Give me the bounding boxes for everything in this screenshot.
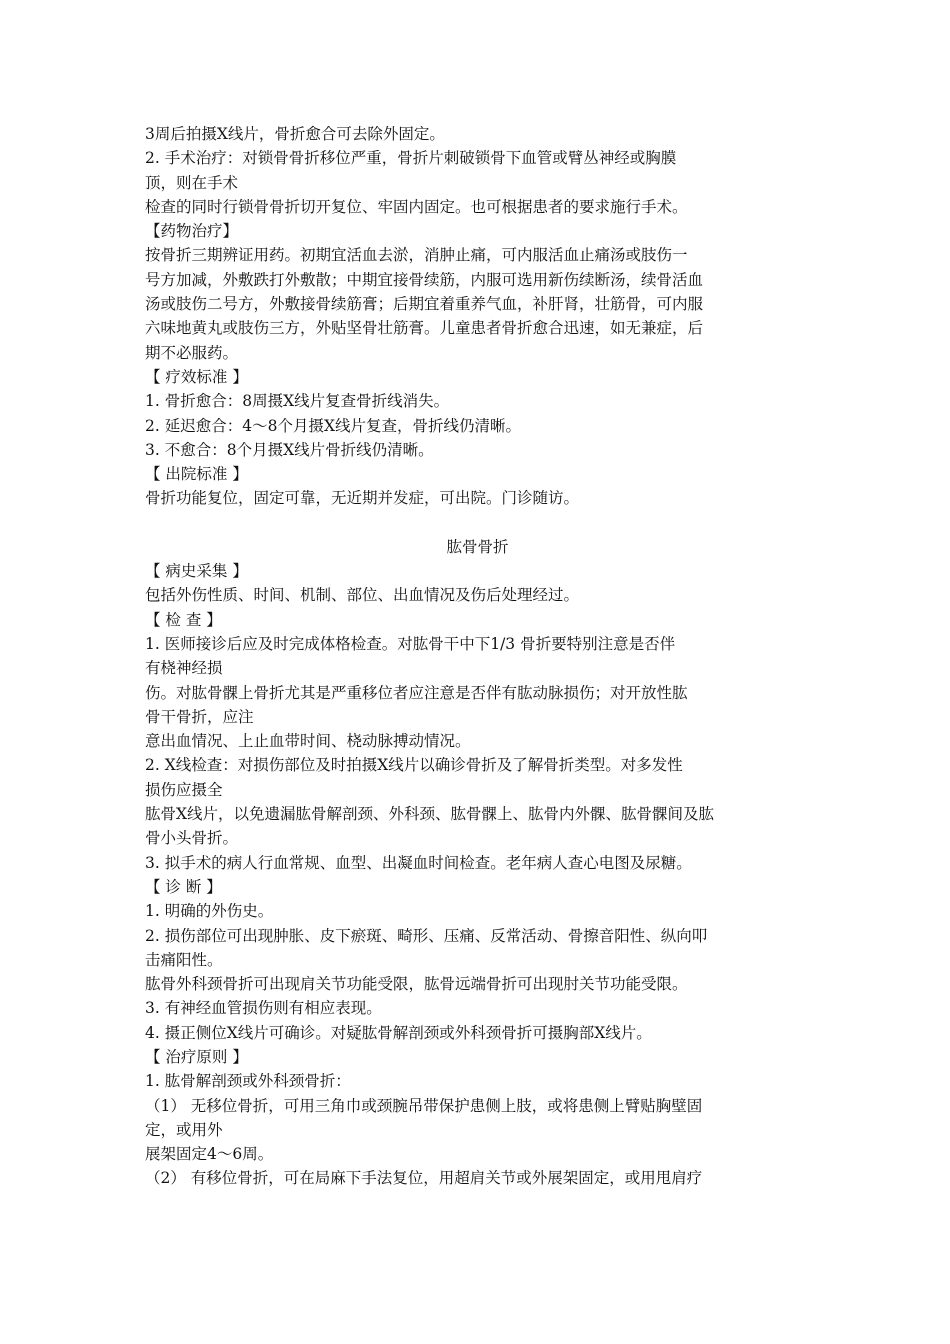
section-heading: 【药物治疗】 [145,222,239,241]
text-line: 骨折功能复位，固定可靠，无近期并发症，可出院。门诊随访。 [145,489,580,508]
page-title: 肱骨骨折 [446,537,509,556]
text-line: 2. X线检查：对损伤部位及时拍摄X线片以确诊骨折及了解骨折类型。对多发性 [145,756,683,775]
text-line: 汤或肢伤二号方，外敷接骨续筋膏；后期宜着重养气血，补肝肾，壮筋骨，可内服 [145,295,704,314]
text-line: 2. 延迟愈合：4～8个月摄X线片复查，骨折线仍清晰。 [145,416,521,435]
text-line: 顶，则在手术 [145,173,239,192]
text-line: （1） 无移位骨折，可用三角巾或颈腕吊带保护患侧上肢，或将患侧上臂贴胸壁固 [145,1096,703,1115]
section-heading: 【 疗效标准 】 [145,367,248,386]
text-line: 包括外伤性质、时间、机制、部位、出血情况及伤后处理经过。 [145,586,580,605]
text-line: 定，或用外 [145,1120,223,1139]
text-line: 意出血情况、上止血带时间、桡动脉搏动情况。 [145,732,471,751]
text-line: 1. 骨折愈合：8周摄X线片复查骨折线消失。 [145,392,450,411]
text-line: 肱骨外科颈骨折可出现肩关节功能受限，肱骨远端骨折可出现肘关节功能受限。 [145,975,688,994]
text-line: 检查的同时行锁骨骨折切开复位、牢固内固定。也可根据患者的要求施行手术。 [145,197,688,216]
text-line: 骨干骨折，应注 [145,707,254,726]
text-line: 损伤应摄全 [145,780,223,799]
section-heading: 【 诊 断 】 [145,877,222,896]
text-line: 3周后拍摄X线片，骨折愈合可去除外固定。 [145,125,445,143]
text-line: 3. 有神经血管损伤则有相应表现。 [145,999,382,1018]
text-line: （2） 有移位骨折，可在局麻下手法复位，用超肩关节或外展架固定，或用甩肩疗 [145,1169,703,1188]
section-heading: 【 治疗原则 】 [145,1047,248,1066]
text-line: 伤。对肱骨髁上骨折尤其是严重移位者应注意是否伴有肱动脉损伤；对开放性肱 [145,683,688,702]
text-line: 按骨折三期辨证用药。初期宜活血去淤，消肿止痛，可内服活血止痛汤或肢伤一 [145,246,688,265]
text-line: 击痛阳性。 [145,950,223,969]
section-clavicle-treatment [145,122,810,511]
text-line: 肱骨X线片，以免遗漏肱骨解剖颈、外科颈、肱骨髁上、肱骨内外髁、肱骨髁间及肱 [145,805,715,824]
section-heading: 【 检 查 】 [145,610,222,629]
text-line: 3. 拟手术的病人行血常规、血型、出凝血时间检查。老年病人查心电图及尿糖。 [145,853,692,872]
text-line: 六味地黄丸或肢伤三方，外贴坚骨壮筋膏。儿童患者骨折愈合迅速，如无兼症，后 [145,319,704,338]
text-line: 骨小头骨折。 [145,829,239,848]
text-line: 3. 不愈合：8个月摄X线片骨折线仍清晰。 [145,440,434,459]
text-line: 展架固定4～6周。 [145,1145,274,1164]
text-line: 号方加减，外敷跌打外敷散；中期宜接骨续筋，内服可选用新伤续断汤，续骨活血 [145,270,704,289]
section-humerus-fracture [145,559,810,1191]
text-line: 期不必服药。 [145,343,239,362]
text-line: 4. 摄正侧位X线片可确诊。对疑肱骨解剖颈或外科颈骨折可摄胸部X线片。 [145,1023,652,1042]
text-line: 1. 明确的外伤史。 [145,902,274,921]
text-line: 2. 手术治疗：对锁骨骨折移位严重，骨折片刺破锁骨下血管或臂丛神经或胸膜 [145,149,677,168]
text-line: 2. 损伤部位可出现肿胀、皮下瘀斑、畸形、压痛、反常活动、骨擦音阳性、纵向叩 [145,926,708,945]
section-heading: 【 出院标准 】 [145,465,248,484]
text-line: 1. 医师接诊后应及时完成体格检查。对肱骨干中下1/3 骨折要特别注意是否伴 [145,634,676,653]
section-heading: 【 病史采集 】 [145,562,248,581]
text-line: 有桡神经损 [145,659,223,678]
text-line: 1. 肱骨解剖颈或外科颈骨折： [145,1072,351,1091]
